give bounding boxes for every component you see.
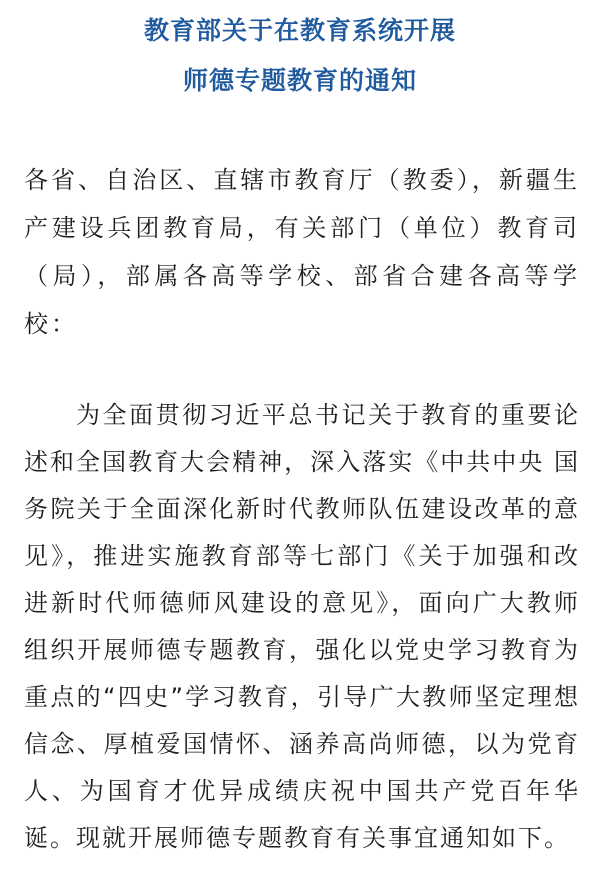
body-paragraph-1: 为全面贯彻习近平总书记关于教育的重要论述和全国教育大会精神，深入落实《中共中央 国务院关于全面深化新时代教师队伍建设改革的意见》，推进实施教育部等七部门《关于加强和改进新时代师德师风建设的意见》，面向广大教师组织开展师德专题教育，强化以党史学习教育为重点的“四史”学习教育，引导广大教师坚定理想信念、厚植爱国情怀、涵养高尚师德，以为党育人、为国育才优异成绩庆祝中国共产党百年华诞。现就开展师德专题教育有关事宜通知如下。: [24, 401, 580, 852]
title-line-2: 师德专题教育的通知: [182, 66, 417, 95]
document-title: [0, 6, 600, 106]
title-line-1: 教育部关于在教育系统开展: [143, 16, 456, 45]
salutation-paragraph: 各省、自治区、直辖市教育厅（教委），新疆生产建设兵团教育局，有关部门（单位）教育司（局），部属各高等学校、部省合建各高等学校：: [24, 166, 580, 338]
